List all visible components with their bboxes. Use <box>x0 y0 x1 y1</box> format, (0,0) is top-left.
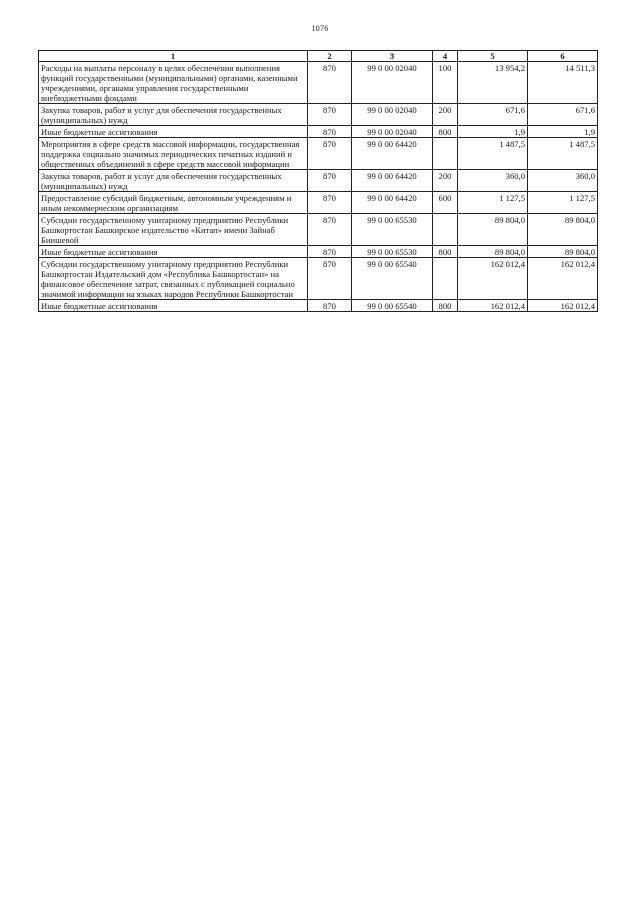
row-amount-year-2: 1 487,5 <box>528 138 598 170</box>
row-name: Мероприятия в сфере средств массовой информации, государственная поддержка социально значимых периодических печатных изданий и общественных объединений в сфере средств массовой информации <box>39 138 308 170</box>
row-expense-type: 800 <box>433 246 458 258</box>
row-ministry-code: 870 <box>308 214 352 246</box>
row-expense-type: 200 <box>433 104 458 126</box>
row-amount-year-2: 89 804,0 <box>528 214 598 246</box>
row-amount-year-1: 89 804,0 <box>458 246 528 258</box>
row-ministry-code: 870 <box>308 126 352 138</box>
row-ministry-code: 870 <box>308 246 352 258</box>
row-name: Субсидии государственному унитарному предприятию Республики Башкортостан Башкирское издательство «Китап» имени Зайнаб Биишевой <box>39 214 308 246</box>
row-amount-year-1: 1 127,5 <box>458 192 528 214</box>
table-row <box>39 170 598 192</box>
row-amount-year-1: 162 012,4 <box>458 258 528 300</box>
row-ministry-code: 870 <box>308 104 352 126</box>
table-row <box>39 258 598 300</box>
row-target-code: 99 0 00 65540 <box>352 258 433 300</box>
row-expense-type: 800 <box>433 126 458 138</box>
row-name: Иные бюджетные ассигнования <box>39 126 308 138</box>
row-amount-year-2: 1 127,5 <box>528 192 598 214</box>
column-header-5: 5 <box>458 51 528 62</box>
row-amount-year-2: 671,6 <box>528 104 598 126</box>
row-ministry-code: 870 <box>308 170 352 192</box>
column-header-4: 4 <box>433 51 458 62</box>
column-header-6: 6 <box>528 51 598 62</box>
row-amount-year-2: 14 511,3 <box>528 62 598 104</box>
row-target-code: 99 0 00 02040 <box>352 62 433 104</box>
column-header-1: 1 <box>39 51 308 62</box>
row-ministry-code: 870 <box>308 62 352 104</box>
table-row <box>39 138 598 170</box>
row-target-code: 99 0 00 65540 <box>352 300 433 312</box>
table-row <box>39 300 598 312</box>
row-amount-year-2: 89 804,0 <box>528 246 598 258</box>
table-row <box>39 104 598 126</box>
table-row <box>39 62 598 104</box>
row-ministry-code: 870 <box>308 258 352 300</box>
row-amount-year-1: 360,0 <box>458 170 528 192</box>
row-target-code: 99 0 00 02040 <box>352 104 433 126</box>
row-expense-type: 600 <box>433 192 458 214</box>
row-name: Иные бюджетные ассигнования <box>39 246 308 258</box>
table-header-row <box>39 51 598 62</box>
row-name: Расходы на выплаты персоналу в целях обеспечения выполнения функций государственными (муниципальными) органами, казенными учреждениями, органами управления государственными внебюджетными фондами <box>39 62 308 104</box>
row-name: Предоставление субсидий бюджетным, автономным учреждениям и иным некоммерческим организациям <box>39 192 308 214</box>
row-name: Закупка товаров, работ и услуг для обеспечения государственных (муниципальных) нужд <box>39 104 308 126</box>
row-name: Закупка товаров, работ и услуг для обеспечения государственных (муниципальных) нужд <box>39 170 308 192</box>
row-target-code: 99 0 00 64420 <box>352 170 433 192</box>
table-row <box>39 126 598 138</box>
budget-table <box>38 50 598 312</box>
row-expense-type <box>433 258 458 300</box>
row-amount-year-2: 162 012,4 <box>528 300 598 312</box>
table-row <box>39 214 598 246</box>
row-target-code: 99 0 00 65530 <box>352 246 433 258</box>
table-row <box>39 192 598 214</box>
row-amount-year-1: 89 804,0 <box>458 214 528 246</box>
column-header-2: 2 <box>308 51 352 62</box>
row-ministry-code: 870 <box>308 192 352 214</box>
row-target-code: 99 0 00 65530 <box>352 214 433 246</box>
row-target-code: 99 0 00 02040 <box>352 126 433 138</box>
row-expense-type: 800 <box>433 300 458 312</box>
column-header-3: 3 <box>352 51 433 62</box>
row-ministry-code: 870 <box>308 138 352 170</box>
row-amount-year-1: 671,6 <box>458 104 528 126</box>
row-expense-type: 200 <box>433 170 458 192</box>
row-target-code: 99 0 00 64420 <box>352 138 433 170</box>
row-expense-type <box>433 214 458 246</box>
row-amount-year-1: 1 487,5 <box>458 138 528 170</box>
row-name: Иные бюджетные ассигнования <box>39 300 308 312</box>
row-ministry-code: 870 <box>308 300 352 312</box>
row-amount-year-2: 1,9 <box>528 126 598 138</box>
row-amount-year-1: 162 012,4 <box>458 300 528 312</box>
row-expense-type: 100 <box>433 62 458 104</box>
row-expense-type <box>433 138 458 170</box>
row-target-code: 99 0 00 64420 <box>352 192 433 214</box>
row-name: Субсидии государственному унитарному предприятию Республики Башкортостан Издательский дом «Республика Башкортостан» на финансовое обеспечение затрат, связанных с публикацией социально значимой информации на языках народов Республики Башкортостан <box>39 258 308 300</box>
row-amount-year-2: 162 012,4 <box>528 258 598 300</box>
page-number: 1076 <box>311 24 329 33</box>
row-amount-year-1: 13 954,2 <box>458 62 528 104</box>
row-amount-year-2: 360,0 <box>528 170 598 192</box>
row-amount-year-1: 1,9 <box>458 126 528 138</box>
table-row <box>39 246 598 258</box>
